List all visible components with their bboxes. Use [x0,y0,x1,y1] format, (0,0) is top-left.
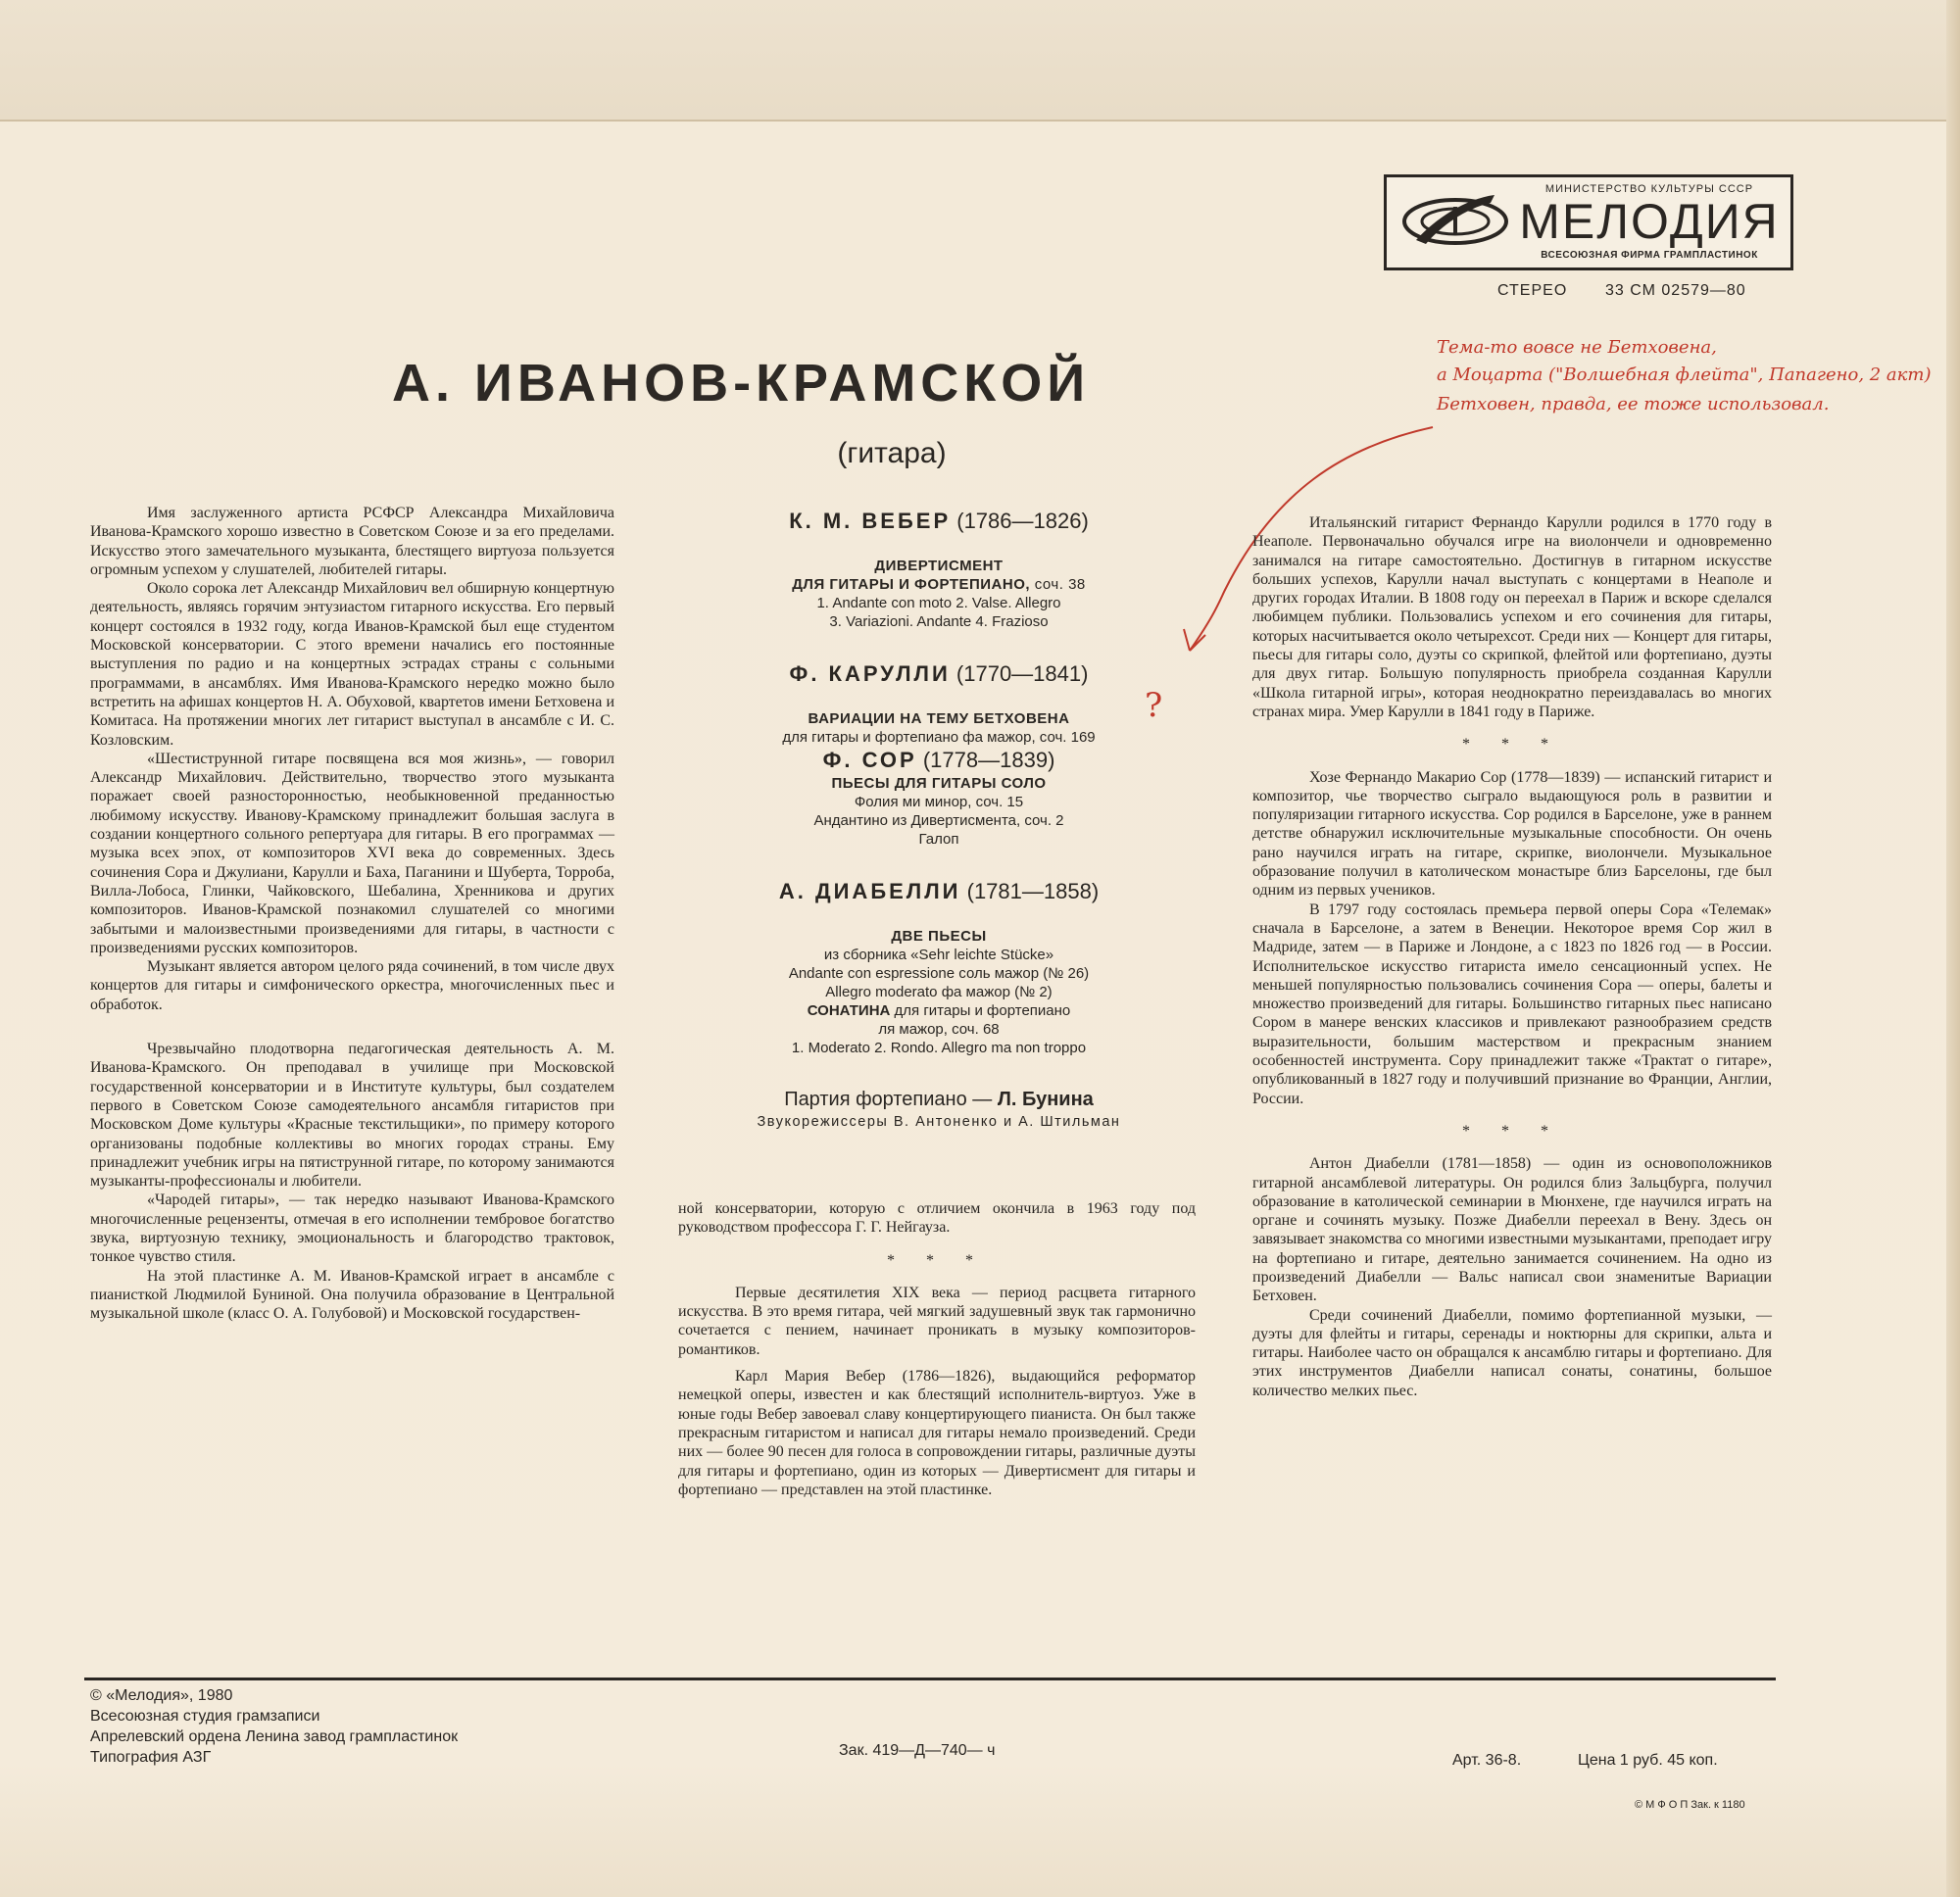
stereo-label: СТЕРЕО [1497,282,1568,299]
print-mark: © М Ф О П Зак. к 1180 [1635,1799,1745,1811]
paragraph: Хозе Фернандо Макарио Сор (1778—1839) — испанский гитарист и композитор, чье творчество сыграло выдающуюся роль в развитии и популяризации гитарного искусства. Сор родился в Барселоне, уже в раннем детстве обнаружил исключительные музыкальные способности. Он очень рано научился играть на гитаре, скрипке, виолончели. Музыкальное образование получил в католическом монастыре близ Барселоны, где был одним из первых учеников. [1252,768,1772,900]
work-detail: ля мажор, соч. 68 [878,1021,1000,1038]
composer-carulli: Ф. КАРУЛЛИ (1770—1841) [789,661,1089,686]
work-item: Галоп [918,831,959,848]
handwritten-note-line3: Бетховен, правда, ее тоже использовал. [1437,394,1830,414]
work-title: ДИВЕРТИСМЕНТ [874,558,1004,574]
plant-credit: Апрелевский ордена Ленина завод грампластинок [90,1728,459,1745]
paragraph: «Шестиструнной гитаре посвящена вся моя жизнь», — говорил Александр Михайлович. Действительно, творчество этого музыканта поражает своей разносторонностью, необыкновенной преданностью любимому искусству. Иванову-Крамскому принадлежит большая заслуга в создании концертного сольного репертуара для гитары. В его программах — музыка всех эпох, от композиторов XVI века до современных. Здесь сочинения Сора и Джулиани, Карулли и Баха, Паганини и Шуберта, Торроба, Вилла-Лобоса, Глинки, Чайковского, Шебалина, Хренникова и других композиторов. Иванов-Крамской познакомил слушателей со многими забытыми и малоизвестными произведениями для гитары, в частности с произведениями русских композиторов. [90,750,614,956]
handwritten-note-line1: Тема-то вовсе не Бетховена, [1437,337,1717,358]
paragraph: Среди сочинений Диабелли, помимо фортепианной музыки, — дуэты для флейты и гитары, серенады и ноктюрны для скрипки, альта и гитары. Наиболее часто он обращался к ансамблю гитары и фортепиано. Для этих инструментов Диабелли написал сонаты, сонатины, большое количество мелких пьес. [1252,1306,1772,1399]
paragraph: Карл Мария Вебер (1786—1826), выдающийся реформатор немецкой оперы, известен и как блестящий исполнитель-виртуоз. Уже в юные годы Вебер завоевал славу концертирующего пианиста. Он был также прекрасным гитаристом и написал для гитары немало произведений. Среди них — более 90 песен для голоса в сопровождении гитары, различные дуэты для гитары и фортепиано, один из которых — Дивертисмент для гитары и фортепиано — представлен на этой пластинке. [678,1368,1196,1498]
work-item: Андантино из Дивертисмента, соч. 2 [813,812,1064,829]
paragraph: ной консерватории, которую с отличием окончила в 1963 году под руководством профессора Г. Г. Нейгауза. [678,1200,1196,1237]
page-subtitle: (гитара) [837,437,947,469]
paragraph: Чрезвычайно плодотворна педагогическая деятельность А. М. Иванова-Крамского. Он преподавал в училище при Московской государственной консерватории и в Институте культуры, был создателем первого в Советском Союзе самодеятельного ансамбля гитаристов при Московском Доме культуры «Красные текстильщики», по примеру которого организованы подобные коллективы во многих городах страны. Ему принадлежит учебник игры на пятиструнной гитаре, по которому занимаются музыканты-профессионалы и любители. [90,1041,614,1191]
paragraph: На этой пластинке А. М. Иванов-Крамской играет в ансамбле с пианисткой Людмилой Буниной. Она получила образование в Центральной музыкальной школе (класс О. А. Голубовой) и Московской государствен- [90,1267,614,1323]
section-divider: * * * [1462,736,1562,754]
melodiya-emblem-icon [1396,189,1514,254]
movements: 3. Variazioni. Andante 4. Frazioso [829,613,1049,630]
work-detail: из сборника «Sehr leichte Stücke» [823,947,1054,963]
page-title: А. ИВАНОВ-КРАМСКОЙ [392,354,1091,413]
work-item: Allegro moderato фа мажор (№ 2) [825,984,1053,1000]
program-listing [676,508,1201,1132]
paragraph: В 1797 году состоялась премьера первой оперы Сора «Телемак» сначала в Барселоне, а затем в Венеции. Некоторое время Сор жил в Мадриде, затем — в Париже и Лондоне, а с 1823 по 1826 год — в России. Исполнительское искусство гитариста имело сенсационный успех. Не меньшей популярностью пользовались сочинения Сора — оперы, балеты и множество произведений для гитары. Большинство гитарных пьес написано Сором в манере венских классиков и привлекают разнообразием средств выразительности, большим мастерством и прекрасным знанием особенностей инструмента. Сору принадлежит также «Трактат о гитаре», опубликованный в 1827 году и получивший признание во Франции, Англии, России. [1252,900,1772,1107]
section-divider: * * * [1462,1122,1562,1140]
ministry-label: МИНИСТЕРСТВО КУЛЬТУРЫ СССР [1544,183,1754,195]
composer-diabelli: А. ДИАБЕЛЛИ (1781—1858) [778,879,1100,903]
paragraph: Имя заслуженного артиста РСФСР Александра Михайловича Иванова-Крамского хорошо известно в Советском Союзе и за его пределами. Искусство этого замечательного музыканта, блестящего виртуоза пользуется огромным успехом у слушателей, любителей гитары. [90,505,614,578]
piano-credit: Партия фортепиано — Л. Бунина [784,1089,1094,1110]
work-title: ВАРИАЦИИ НА ТЕМУ БЕТХОВЕНА [808,710,1070,727]
footer-divider [84,1678,1776,1680]
studio-credit: Всесоюзная студия грамзаписи [90,1708,320,1725]
brand-subtitle: ВСЕСОЮЗНАЯ ФИРМА ГРАМПЛАСТИНОК [1541,250,1758,261]
copyright: © «Мелодия», 1980 [90,1687,233,1704]
handwritten-question-mark: ? [1145,686,1163,725]
paragraph: Музыкант является автором целого ряда сочинений, в том числе двух концертов для гитары и симфонического оркестра, многочисленных пьес и обработок. [90,958,614,1013]
sleeve-edge [1946,0,1960,1897]
work-item: Фолия ми минор, соч. 15 [854,794,1024,810]
work-title: СОНАТИНА для гитары и фортепиано [807,1002,1071,1019]
section-divider: * * * [887,1251,987,1269]
printer-credit: Типография АЗГ [90,1749,212,1766]
composer-sor: Ф. СОР (1778—1839) [822,748,1055,772]
movements: 1. Andante con moto 2. Valse. Allegro [816,595,1061,611]
composers-column [1252,513,1772,1400]
work-item: Andante con espressione соль мажор (№ 26) [788,965,1090,982]
article-number: Арт. 36-8. [1452,1752,1522,1769]
price: Цена 1 руб. 45 коп. [1578,1752,1718,1769]
paragraph: «Чародей гитары», — так нередко называют Иванова-Крамского многочисленные рецензенты, отмечая в его исполнении тембровое богатство звука, виртуозную технику, эмоциональность и благородство трактовок, тонкое чувство стиля. [90,1192,614,1266]
handwritten-note-line2: а Моцарта ("Волшебная флейта", Папагено, 2 акт) [1437,365,1932,385]
paragraph: Антон Диабелли (1781—1858) — один из основоположников гитарной ансамблевой литературы. Он родился близ Зальцбурга, получил образование в католической семинарии в Мюнхене, где научился играть на органе и сочинять музыку. Позже Диабелли переехал в Вену. Здесь он завязывает знакомства со многими известными музыкантами, преподает игру на фортепиано и гитаре, деятельно занимается сочинением. На одно из произведений Диабелли — Вальс написал свои знаменитые Вариации Бетховен. [1252,1155,1772,1305]
brand-name: МЕЛОДИЯ [1519,194,1780,249]
paragraph: Первые десятилетия XIX века — период расцвета гитарного искусства. В это время гитара, чей мягкий задушевный звук так гармонично сочетается с пением, начинает проникать в музыку композиторов-романтиков. [678,1284,1196,1358]
engineers-credit: Звукорежиссеры В. Антоненко и А. Штильман [757,1114,1121,1130]
work-subtitle: ДЛЯ ГИТАРЫ И ФОРТЕПИАНО, соч. 38 [792,576,1086,593]
biography-column [90,504,614,1323]
catalog-number: 33 СМ 02579—80 [1605,282,1746,299]
paragraph: Около сорока лет Александр Михайлович вел обширную концертную деятельность, являясь горячим энтузиастом гитарного искусства. Его первый концерт состоялся в 1932 году, когда Иванов-Крамской был еще студентом Московской консерватории. С этого времени начались его постоянные выступления по радио и на концертных эстрадах страны с сольными программами, в ансамблях. Имя Иванова-Крамского нередко можно было встретить на афишах концертов Н. А. Обуховой, квартетов имени Бетховена и Комитаса. На протяжении многих лет гитарист выступал в ансамбле с И. С. Козловским. [90,580,614,749]
work-detail: для гитары и фортепиано фа мажор, соч. 169 [782,729,1096,746]
composer-weber: К. М. ВЕБЕР (1786—1826) [789,509,1089,533]
movements: 1. Moderato 2. Rondo. Allegro ma non troppo [791,1040,1087,1056]
work-title: ДВЕ ПЬЕСЫ [891,928,987,945]
center-text-column [678,1199,1196,1499]
work-title: ПЬЕСЫ ДЛЯ ГИТАРЫ СОЛО [831,775,1047,792]
paragraph: Итальянский гитарист Фернандо Карулли родился в 1770 году в Неаполе. Первоначально обучался игре на виолончели и одновременно занимался на гитаре самостоятельно. Достигнув в гитарном искусстве больших успехов, Карулли начал выступать с концертами в Неаполе и других городах Италии. В 1808 году он переехал в Париж и вскоре сделался любимцем публики. Пользовались успехом и его сочинения для гитары, которых насчитывается около четырехсот. Среди них — Концерт для гитары, пьесы для гитары соло, дуэты со скрипкой, флейтой или фортепиано, дуэты для двух гитар. Большую популярность приобрела созданная Карулли «Школа гитарной игры», которая неоднократно переиздавалась во многих странах мира. Умер Карулли в 1841 году в Париже. [1252,514,1772,720]
order-number: Зак. 419—Д—740— ч [839,1742,996,1759]
melodiya-logo [1384,174,1793,270]
top-fold-band [0,0,1960,122]
